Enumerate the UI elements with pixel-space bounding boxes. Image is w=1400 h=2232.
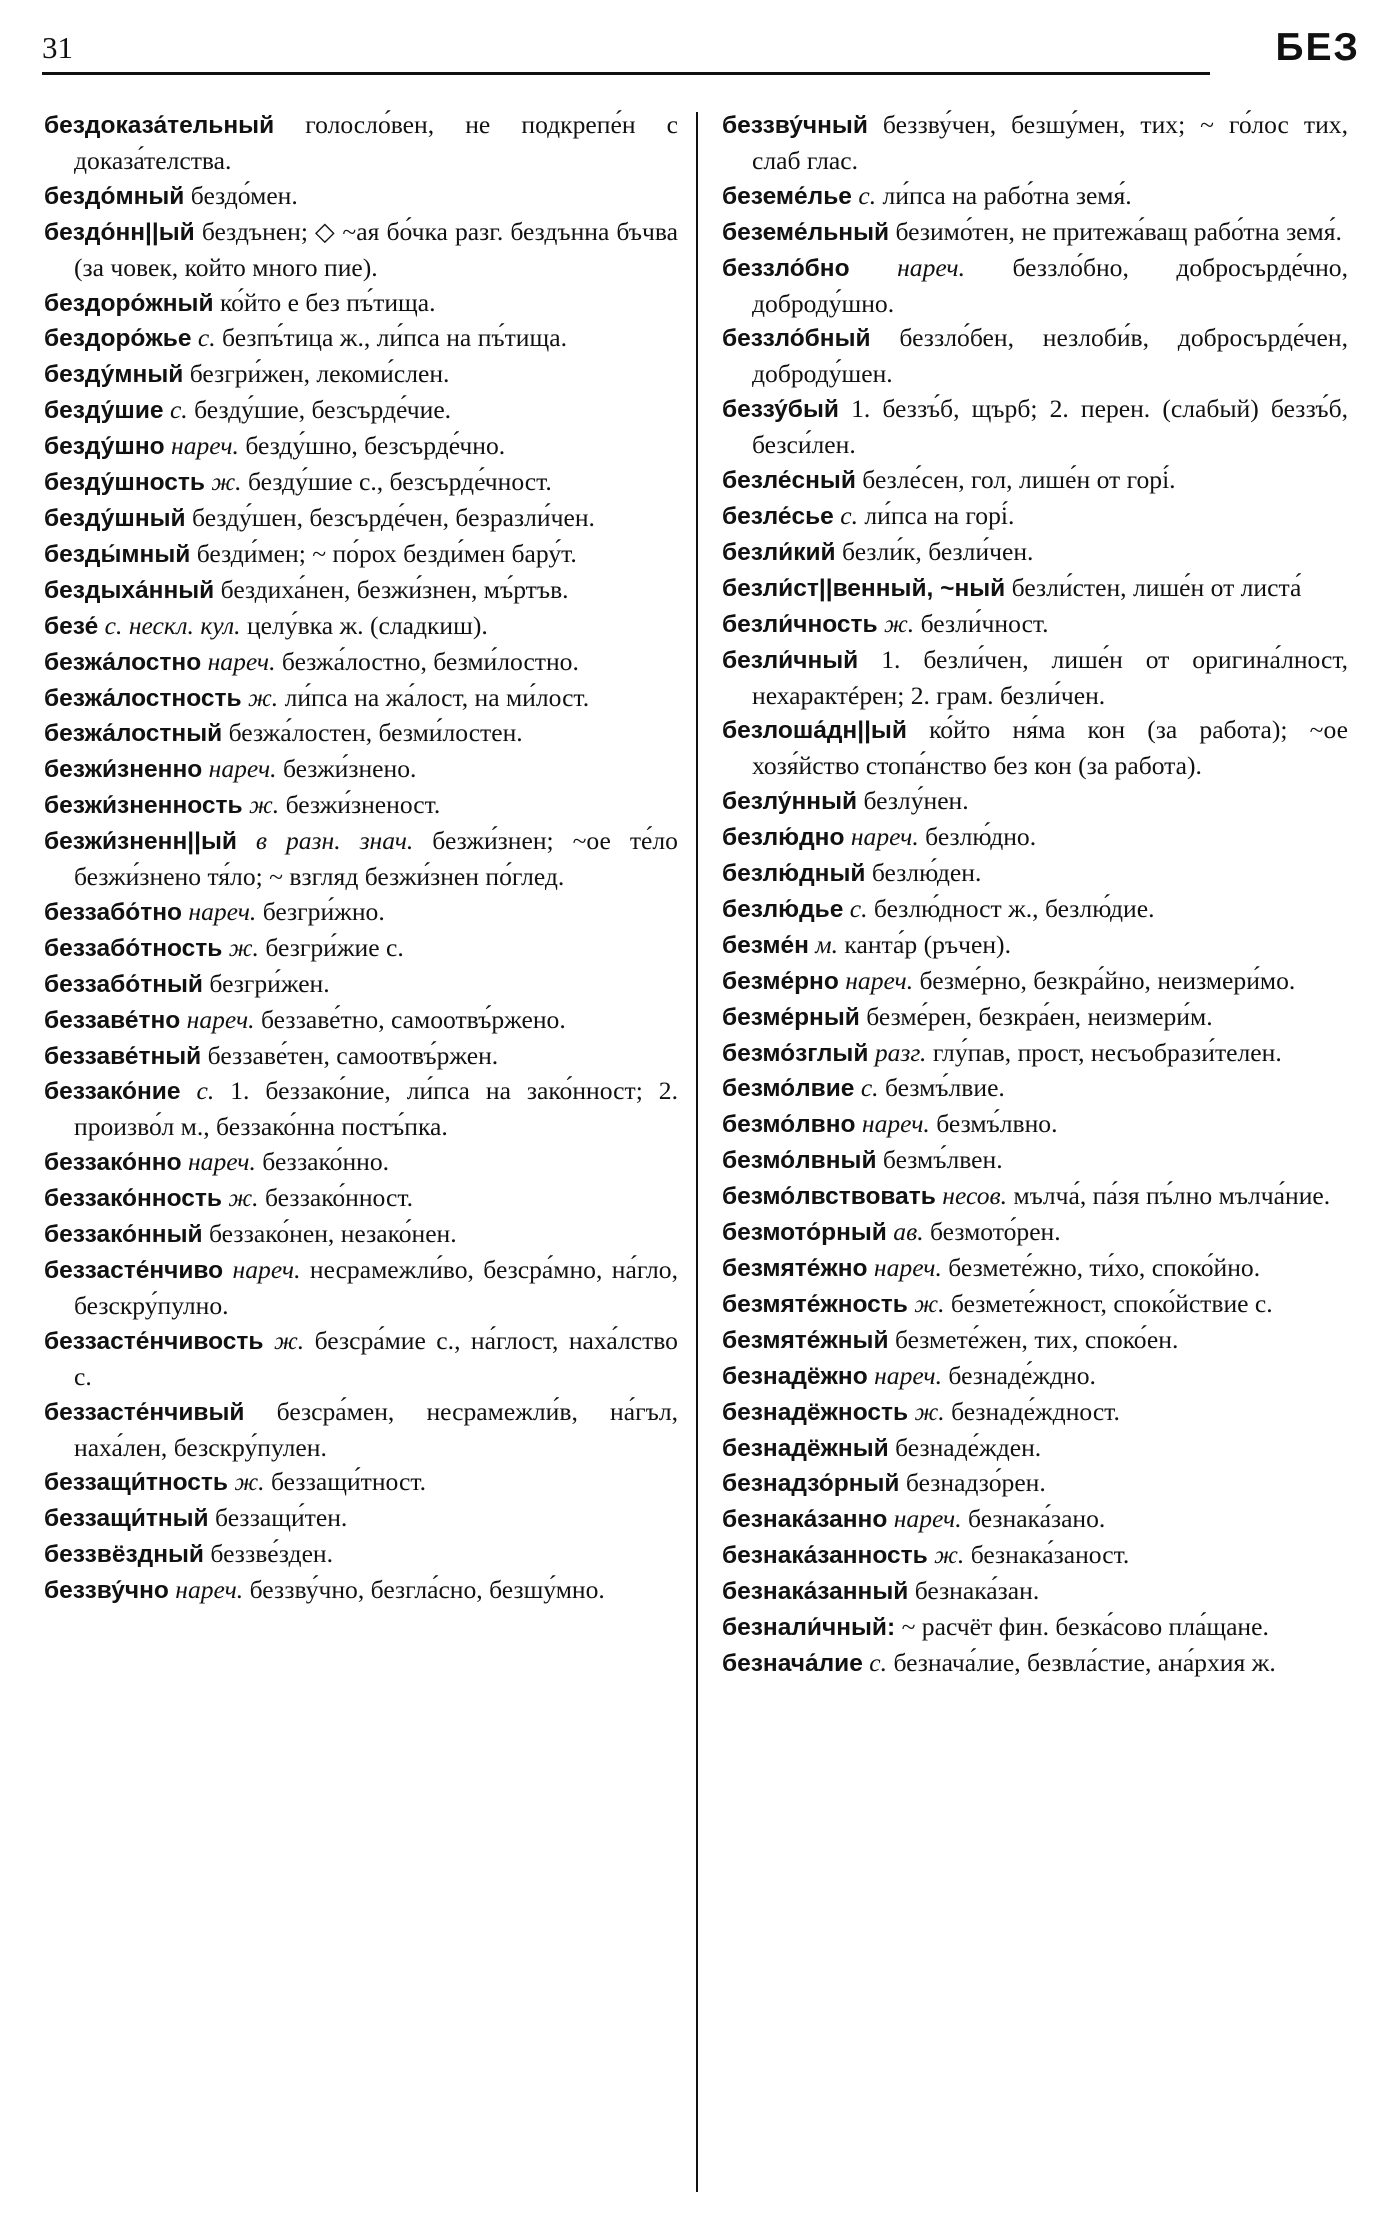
entry-definition: ко́йто е без пъ́тища.: [219, 287, 436, 317]
dictionary-entry: [44, 609, 678, 645]
entry-definition: канта́р (ръчен).: [844, 929, 1011, 959]
dictionary-entry: [722, 179, 1348, 215]
dictionary-entry: [44, 108, 678, 179]
dictionary-entry: [722, 607, 1348, 643]
entry-headword: безле́сный: [722, 467, 856, 495]
entry-headword: беззабо́тно: [44, 898, 182, 926]
entry-grammar-label: ж.: [273, 1325, 305, 1355]
dictionary-entry: [722, 1538, 1348, 1574]
entry-definition: безмете́жен, тих, споко́ен.: [894, 1324, 1179, 1354]
entry-definition: безду́шие с., безсърде́чност.: [248, 467, 552, 497]
dictionary-entry: [44, 429, 678, 465]
entry-definition: безсра́мен, несрамежли́в, на́гъл, наха́лен, безскру́пулен.: [74, 1396, 678, 1462]
entry-definition: безди́мен; ~ по́рох безди́мен бару́т.: [196, 538, 577, 568]
dictionary-entry: [722, 1359, 1348, 1395]
entry-definition: глу́пав, прост, несъобрази́телен.: [932, 1037, 1282, 1067]
dictionary-entry: [44, 465, 678, 501]
entry-definition: безлю́дност ж., безлю́дие.: [873, 893, 1155, 923]
entry-headword: беземе́льный: [722, 218, 890, 246]
entry-headword: безду́мный: [44, 361, 184, 389]
entry-grammar-label: ж.: [234, 1467, 265, 1497]
dictionary-entry: [44, 645, 678, 681]
dictionary-entry: [44, 573, 678, 609]
entry-definition: беззако́нно.: [262, 1147, 390, 1177]
entry-grammar-label: нареч.: [208, 754, 277, 784]
entry-grammar-label: с.: [840, 500, 858, 530]
entry-headword: безду́шие: [44, 397, 164, 425]
entry-definition: 1. безли́чен, лише́н от оригина́лност, нехарактéрен; 2. грам. безли́чен.: [752, 644, 1348, 710]
entry-headword: беззако́нный: [44, 1221, 203, 1249]
left-column: [44, 108, 678, 1609]
dictionary-entry: [44, 824, 678, 895]
dictionary-entry: [44, 537, 678, 573]
entry-grammar-label: нареч.: [893, 1504, 962, 1534]
entry-headword: безду́шно: [44, 433, 165, 461]
dictionary-entry: [44, 1145, 678, 1181]
entry-definition: безмъ́лвно.: [936, 1109, 1058, 1139]
entry-definition: безнаде́ждност.: [951, 1396, 1120, 1426]
entry-headword: беззабо́тность: [44, 934, 223, 962]
entry-grammar-label: нареч.: [188, 896, 257, 926]
entry-headword: безду́шный: [44, 504, 186, 532]
entry-headword: безду́шность: [44, 469, 205, 497]
entry-headword: безмяте́жный: [722, 1326, 889, 1354]
entry-headword: беззву́чный: [722, 112, 868, 139]
entry-headword: безлоша́дн||ый: [722, 717, 907, 745]
dictionary-entry: [722, 1179, 1348, 1215]
entry-headword: бездо́нн||ый: [44, 218, 195, 246]
entry-headword: безмо́лвно: [722, 1111, 856, 1139]
entry-grammar-label: нареч.: [175, 1575, 244, 1605]
entry-definition: безду́шен, безсърде́чен, безразли́чен.: [192, 502, 595, 532]
entry-headword: беззву́чно: [44, 1577, 169, 1605]
dictionary-entry: [722, 1323, 1348, 1359]
entry-headword: безли́чный: [722, 646, 859, 674]
entry-definition: безмете́жност, споко́йствие с.: [950, 1288, 1273, 1318]
entry-headword: безды́мный: [44, 540, 191, 568]
entry-definition: ~ расчёт фин. безка́сово пла́щане.: [901, 1612, 1269, 1642]
entry-definition: безимо́тен, не притежа́ващ рабо́тна земя́.: [895, 216, 1342, 246]
dictionary-entry: [44, 1465, 678, 1501]
entry-definition: голосло́вен, не подкрепе́н с доказа́телства.: [74, 110, 679, 175]
entry-grammar-label: нареч.: [873, 1253, 942, 1282]
entry-headword: безжи́зненность: [44, 792, 243, 820]
entry-grammar-label: с.: [849, 893, 868, 923]
entry-definition: беззаве́тно, самоотвъ́ржено.: [260, 1004, 566, 1034]
entry-definition: безжи́знено.: [282, 754, 417, 784]
dictionary-entry: [722, 215, 1348, 251]
entry-headword: безме́рный: [722, 1003, 860, 1031]
entry-headword: безнадёжный: [722, 1434, 889, 1462]
entry-definition: безсра́мие с., на́глост, наха́лство с.: [74, 1325, 678, 1391]
entry-grammar-label: ав.: [893, 1217, 924, 1247]
dictionary-entry: [722, 535, 1348, 571]
dictionary-entry: [44, 357, 678, 393]
entry-definition: безле́сен, гол, лише́н от горі́.: [862, 465, 1176, 495]
entry-grammar-label: нареч.: [845, 965, 914, 995]
entry-grammar-label: ж.: [247, 682, 279, 712]
entry-definition: ли́пса на горі́.: [864, 500, 1015, 530]
dictionary-entry: [44, 1217, 678, 1253]
entry-definition: беззло́бен, незлоби́в, добросърде́чен, доброду́шен.: [752, 323, 1349, 389]
entry-headword: безнака́занность: [722, 1542, 928, 1570]
entry-grammar-label: с.: [860, 1073, 879, 1103]
entry-definition: безмете́жно, ти́хо, споко́йно.: [948, 1253, 1261, 1282]
entry-definition: безнадзо́рен.: [905, 1468, 1046, 1498]
header-rule: [42, 72, 1210, 75]
dictionary-entry: [44, 752, 678, 788]
entry-definition: безли́чност.: [920, 608, 1049, 638]
dictionary-entry: [44, 1074, 678, 1145]
entry-definition: беззаве́тен, самоотвъ́ржен.: [207, 1040, 499, 1070]
entry-headword: безжи́зненн||ый: [44, 828, 237, 856]
dictionary-entry: [44, 286, 678, 322]
dictionary-entry: [44, 967, 678, 1003]
entry-headword: безлю́дно: [722, 824, 845, 852]
entry-grammar-label: м.: [815, 929, 839, 959]
entry-grammar-label: ж.: [211, 467, 242, 497]
dictionary-entry: [44, 1324, 678, 1395]
entry-grammar-label: ж.: [248, 790, 280, 820]
entry-definition: безгри́жно.: [262, 896, 385, 926]
entry-definition: безнача́лие, безвла́стие, ана́рхия ж.: [893, 1647, 1276, 1677]
dictionary-entry: [44, 1395, 678, 1466]
entry-headword: безмо́лвный: [722, 1147, 877, 1175]
entry-definition: безнака́зан.: [914, 1576, 1040, 1606]
entry-headword: беззащи́тность: [44, 1469, 228, 1497]
entry-grammar-label: ж.: [914, 1288, 945, 1318]
entry-headword: бездо́мный: [44, 182, 185, 210]
entry-headword: беззасте́нчиво: [44, 1257, 224, 1284]
entry-definition: беззащи́тност.: [271, 1467, 426, 1497]
dictionary-entry: [722, 1071, 1348, 1107]
dictionary-entry: [722, 321, 1348, 392]
dictionary-entry: [44, 931, 678, 967]
entry-definition: безли́стен, лише́н от листа́: [1011, 572, 1302, 602]
entry-headword: безлю́дный: [722, 860, 866, 888]
entry-headword: безнака́занный: [722, 1578, 909, 1606]
entry-definition: 1. беззако́ние, ли́пса на зако́нност; 2. произво́л м., беззако́нна постъ́пка.: [74, 1076, 678, 1142]
entry-definition: безжи́знен; ~ое те́ло безжи́знено тя́ло; ~ взгляд безжи́знен по́глед.: [74, 826, 678, 892]
entry-definition: бездънен; ◇ ~ая бо́чка разг. бездънна бъчва (за човек, който много пие).: [74, 216, 678, 282]
entry-headword: безлу́нный: [722, 788, 858, 816]
dictionary-entry: [722, 108, 1348, 179]
dictionary-entry: [722, 784, 1348, 820]
entry-grammar-label: нареч.: [850, 822, 919, 852]
entry-definition: безлю́дно.: [925, 822, 1037, 852]
entry-headword: безмяте́жность: [722, 1290, 908, 1318]
entry-headword: безжа́лостно: [44, 648, 202, 676]
dictionary-entry: [722, 928, 1348, 964]
entry-headword: безнача́лие: [722, 1649, 863, 1677]
entry-definition: целу́вка ж. (сладкиш).: [246, 610, 488, 640]
dictionary-entry: [722, 392, 1348, 463]
entry-headword: безнали́чный:: [722, 1614, 896, 1642]
entry-headword: безнадёжность: [722, 1398, 909, 1426]
entry-headword: беззло́бный: [722, 325, 871, 353]
entry-grammar-label: несов.: [942, 1181, 1008, 1211]
dictionary-entry: [722, 643, 1348, 714]
entry-definition: безмъ́лвен.: [882, 1145, 1003, 1175]
entry-definition: беззву́чно, безгла́сно, безшу́мно.: [249, 1575, 605, 1605]
dictionary-entry: [722, 964, 1348, 1000]
entry-definition: ли́пса на жа́лост, на ми́лост.: [284, 682, 590, 712]
dictionary-entry: [722, 1431, 1348, 1467]
dictionary-entry: [722, 856, 1348, 892]
running-head: БЕЗ: [1275, 26, 1360, 69]
entry-definition: безду́шно, безсърде́чно.: [245, 431, 506, 461]
dictionary-entry: [44, 895, 678, 931]
dictionary-entry: [722, 571, 1348, 607]
dictionary-entry: [44, 1537, 678, 1573]
entry-definition: бездиха́нен, безжи́знен, мъ́ртъв.: [220, 574, 569, 604]
entry-grammar-label: ж.: [884, 608, 915, 638]
entry-grammar-label: нареч.: [874, 1360, 943, 1390]
entry-grammar-label: ж.: [228, 1183, 259, 1213]
entry-headword: безле́сье: [722, 502, 834, 530]
entry-headword: безмо́зглый: [722, 1039, 869, 1067]
dictionary-entry: [722, 1466, 1348, 1502]
entry-headword: беземе́лье: [722, 182, 852, 210]
dictionary-entry: [722, 463, 1348, 499]
entry-headword: беззако́нность: [44, 1185, 222, 1213]
dictionary-entry: [44, 215, 678, 286]
entry-definition: 1. беззъ́б, щърб; 2. перен. (слабый) беззъ́б, безси́лен.: [752, 394, 1348, 460]
entry-definition: беззащи́тен.: [215, 1503, 348, 1533]
dictionary-entry: [722, 499, 1348, 535]
entry-definition: безнаде́ждно.: [948, 1360, 1096, 1390]
entry-headword: безнака́занно: [722, 1506, 888, 1534]
entry-definition: безжа́лостно, безми́лостно.: [281, 646, 579, 676]
entry-headword: безе́: [44, 612, 99, 640]
entry-grammar-label: нареч.: [187, 1147, 256, 1177]
dictionary-entry: [722, 1287, 1348, 1323]
entry-headword: бездоро́жье: [44, 325, 192, 353]
entry-definition: безнака́зано.: [968, 1504, 1106, 1534]
entry-headword: безме́н: [722, 931, 809, 959]
dictionary-entry: [44, 1039, 678, 1075]
entry-grammar-label: с.: [858, 180, 877, 210]
dictionary-entry: [44, 179, 678, 215]
dictionary-entry: [44, 393, 678, 429]
entry-headword: безмо́лвствовать: [722, 1183, 936, 1211]
dictionary-entry: [722, 1610, 1348, 1646]
entry-grammar-label: разг.: [874, 1037, 927, 1067]
entry-headword: бездыха́нный: [44, 576, 215, 604]
entry-definition: безгри́жен.: [209, 968, 330, 998]
entry-definition: ко́йто ня́ма кон (за работа); ~ое хозя́йство стопа́нство без кон (за работа).: [752, 715, 1348, 781]
entry-definition: безмото́рен.: [930, 1217, 1061, 1247]
dictionary-entry: [44, 321, 678, 357]
entry-definition: безнака́заност.: [970, 1540, 1130, 1570]
dictionary-entry: [722, 1646, 1348, 1682]
dictionary-entry: [722, 1000, 1348, 1036]
entry-definition: безгри́жие с.: [265, 932, 404, 962]
dictionary-entry: [722, 1036, 1348, 1072]
dictionary-entry: [722, 1107, 1348, 1143]
entry-grammar-label: с.: [169, 395, 188, 425]
entry-headword: безли́ст||венный, ~ный: [722, 574, 1006, 602]
entry-grammar-label: ж.: [914, 1396, 945, 1426]
entry-grammar-label: с.: [197, 323, 216, 353]
entry-headword: беззвёздный: [44, 1541, 204, 1569]
entry-headword: беззу́бый: [722, 396, 839, 424]
dictionary-entry: [722, 251, 1348, 322]
dictionary-entry: [44, 1573, 678, 1609]
dictionary-entry: [722, 820, 1348, 856]
entry-definition: бездо́мен.: [190, 180, 298, 210]
entry-headword: беззло́бно: [722, 254, 850, 282]
entry-definition: безгри́жен, лекоми́слен.: [189, 359, 450, 389]
entry-headword: беззасте́нчивый: [44, 1398, 245, 1426]
entry-grammar-label: нареч.: [897, 252, 965, 282]
dictionary-entry: [722, 1215, 1348, 1251]
dictionary-entry: [44, 1003, 678, 1039]
entry-definition: безду́шие, безсърде́чие.: [194, 395, 452, 425]
entry-grammar-label: нареч.: [186, 1004, 255, 1034]
dictionary-entry: [44, 716, 678, 752]
dictionary-entry: [722, 1574, 1348, 1610]
entry-definition: беззако́нност.: [264, 1183, 413, 1213]
entry-definition: безме́рен, безкра́ен, неизмери́м.: [866, 1001, 1213, 1031]
entry-definition: безнаде́жден.: [895, 1432, 1042, 1462]
dictionary-entry: [44, 1181, 678, 1217]
entry-headword: безнадёжно: [722, 1362, 868, 1390]
entry-grammar-label: ж.: [228, 932, 259, 962]
entry-headword: беззащи́тный: [44, 1505, 209, 1533]
entry-definition: несрамежли́во, безсра́мно, на́гло, безскру́пулно.: [74, 1255, 678, 1320]
entry-headword: безлю́дье: [722, 895, 844, 923]
entry-definition: беззве́зден.: [210, 1539, 334, 1569]
entry-headword: безжа́лостный: [44, 720, 223, 748]
entry-definition: безлу́нен.: [863, 786, 969, 816]
entry-headword: беззаве́тно: [44, 1006, 181, 1034]
entry-definition: безжи́зненост.: [285, 790, 441, 820]
entry-definition: мълча́, па́зя пъ́лно мълча́ние.: [1013, 1181, 1331, 1211]
entry-definition: беззако́нен, незако́нен.: [209, 1219, 457, 1249]
right-column: [722, 108, 1348, 1682]
entry-grammar-label: с. нескл. кул.: [104, 610, 241, 640]
entry-grammar-label: нареч.: [207, 646, 276, 676]
page-number: 31: [42, 30, 73, 65]
entry-headword: беззасте́нчивость: [44, 1327, 264, 1355]
entry-headword: беззабо́тный: [44, 970, 203, 998]
entry-definition: безпъ́тица ж., ли́пса на пъ́тища.: [222, 323, 567, 353]
entry-definition: безме́рно, безкра́йно, неизмери́мо.: [919, 965, 1296, 995]
entry-grammar-label: с.: [869, 1647, 888, 1677]
entry-definition: безмъ́лвие.: [884, 1073, 1005, 1103]
entry-definition: безлю́ден.: [871, 858, 982, 888]
entry-headword: безли́чность: [722, 610, 878, 638]
entry-headword: беззаве́тный: [44, 1042, 202, 1070]
page-header: [42, 28, 1360, 80]
entry-headword: безмо́лвие: [722, 1075, 855, 1103]
entry-headword: безнадзо́рный: [722, 1470, 900, 1498]
entry-definition: безли́к, безли́чен.: [842, 536, 1034, 566]
column-divider: [696, 112, 698, 2192]
entry-grammar-label: нареч.: [861, 1109, 930, 1139]
entry-grammar-label: нареч.: [171, 431, 239, 461]
dictionary-entry: [44, 1501, 678, 1537]
entry-definition: беззву́чен, безшу́мен, тих; ~ го́лос тих, слаб глас.: [752, 110, 1348, 175]
dictionary-entry: [722, 1251, 1348, 1287]
entry-headword: безмото́рный: [722, 1219, 887, 1247]
dictionary-entry: [44, 501, 678, 537]
entry-definition: безжа́лостен, безми́лостен.: [228, 718, 523, 748]
dictionary-entry: [722, 713, 1348, 784]
dictionary-entry: [44, 1253, 678, 1324]
entry-grammar-label: с.: [196, 1076, 215, 1106]
entry-headword: безжи́зненно: [44, 756, 203, 784]
entry-headword: беззако́нно: [44, 1149, 182, 1177]
entry-headword: бездоро́жный: [44, 289, 214, 317]
entry-definition: беззло́бно, добросърде́чно, доброду́шно.: [752, 252, 1348, 318]
dictionary-entry: [44, 788, 678, 824]
entry-headword: безжа́лостность: [44, 684, 242, 712]
dictionary-entry: [722, 1502, 1348, 1538]
entry-headword: безме́рно: [722, 967, 839, 995]
dictionary-entry: [722, 1395, 1348, 1431]
entry-grammar-label: ж.: [934, 1540, 965, 1570]
dictionary-entry: [44, 681, 678, 717]
entry-headword: безмяте́жно: [722, 1255, 868, 1282]
entry-definition: ли́пса на рабо́тна земя́.: [882, 180, 1132, 210]
dictionary-entry: [722, 892, 1348, 928]
entry-headword: беззако́ние: [44, 1078, 181, 1106]
dictionary-entry: [722, 1143, 1348, 1179]
entry-grammar-label: нареч.: [232, 1255, 301, 1284]
entry-grammar-label: в разн. знач.: [255, 826, 414, 856]
entry-headword: бездоказа́тельный: [44, 112, 275, 139]
entry-headword: безли́кий: [722, 538, 836, 566]
